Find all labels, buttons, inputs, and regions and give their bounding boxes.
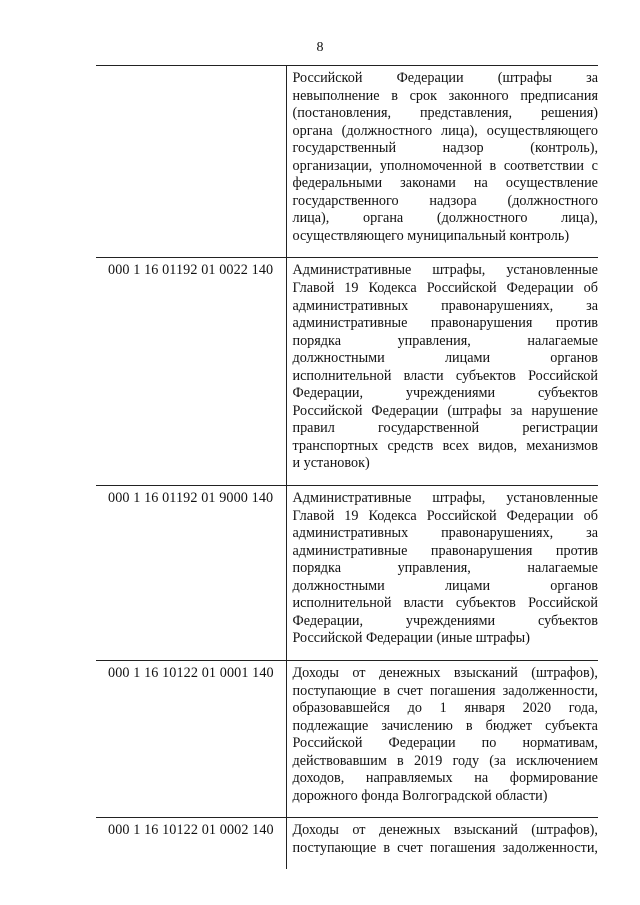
description-line: Доходы от денежных взысканий (штрафов), [292, 664, 598, 681]
description-line: государственного надзора (должностного [292, 192, 598, 209]
revenue-description-cell [286, 486, 598, 661]
description-line: органа (должностного лица), осуществляющего [292, 122, 598, 139]
table-body [96, 66, 598, 870]
description-line: дорожного фонда Волгоградской области) [292, 787, 548, 804]
revenue-description-cell [286, 66, 598, 258]
description-line: должностными лицами органов [292, 350, 598, 367]
description-line: поступающие в счет погашения задолженности, [292, 839, 598, 856]
description-line: действовавшим в 2019 году (за исключением [292, 752, 598, 769]
table-row [96, 660, 598, 817]
description-line: должностными лицами органов [292, 577, 598, 594]
description-line: (постановления, представления, решения) [292, 105, 598, 122]
description-line: государственный надзор (контроль), [292, 140, 598, 157]
description-line: образовавшейся до 1 января 2020 года, [292, 700, 598, 717]
description-line: порядка управления, налагаемые [292, 332, 598, 349]
description-line: порядка управления, налагаемые [292, 560, 598, 577]
description-line: административных правонарушениях, за [292, 297, 598, 314]
revenue-code-cell: 000 1 16 10122 01 0001 140 [96, 660, 286, 817]
revenue-code-cell: 000 1 16 10122 01 0002 140 [96, 818, 286, 870]
revenue-codes-table [96, 65, 598, 869]
description-line: Российской Федерации по нормативам, [292, 735, 598, 752]
revenue-code-cell: 000 1 16 01192 01 9000 140 [96, 486, 286, 661]
description-line: Главой 19 Кодекса Российской Федерации об [292, 507, 598, 524]
description-line: административные правонарушения против [292, 315, 598, 332]
description-line: Федерации, учреждениями субъектов [292, 385, 598, 402]
description-line: Административные штрафы, установленные [292, 262, 598, 279]
description-line: подлежащие зачислению в бюджет субъекта [292, 717, 598, 734]
description-line: Доходы от денежных взысканий (штрафов), [292, 822, 598, 839]
description-line: исполнительной власти субъектов Российской [292, 595, 598, 612]
revenue-description-cell [286, 258, 598, 486]
description-line: организации, уполномоченной в соответствии с [292, 157, 598, 174]
table-row [96, 818, 598, 870]
table-row [96, 258, 598, 486]
page-number: 8 [316, 40, 324, 55]
description-line: административных правонарушениях, за [292, 525, 598, 542]
table-row [96, 486, 598, 661]
description-line: доходов, направляемых на формирование [292, 770, 598, 787]
description-line: федеральными законами на осуществление [292, 175, 598, 192]
description-line: исполнительной власти субъектов Российской [292, 367, 598, 384]
description-line: административные правонарушения против [292, 542, 598, 559]
description-line: Главой 19 Кодекса Российской Федерации об [292, 280, 598, 297]
table-row [96, 66, 598, 258]
description-line: правил государственной регистрации [292, 420, 598, 437]
revenue-description-cell [286, 818, 598, 870]
description-line: Российской Федерации (штрафы за [292, 70, 598, 86]
description-line: Российской Федерации (штрафы за нарушение [292, 402, 598, 419]
description-line: Федерации, учреждениями субъектов [292, 612, 598, 629]
description-line: и установок) [292, 455, 370, 472]
description-line: поступающие в счет погашения задолженности, [292, 682, 598, 699]
description-line: Административные штрафы, установленные [292, 490, 598, 507]
description-line: лица), органа (должностного лица), [292, 210, 598, 227]
description-line: осуществляющего муниципальный контроль) [292, 227, 570, 244]
description-line: Российской Федерации (иные штрафы) [292, 630, 530, 647]
revenue-code-cell: 000 1 16 01192 01 0022 140 [96, 258, 286, 486]
description-line: невыполнение в срок законного предписания [292, 87, 598, 104]
revenue-description-cell [286, 660, 598, 817]
description-line: транспортных средств всех видов, механизмов [292, 437, 598, 454]
revenue-code-cell [96, 66, 286, 258]
